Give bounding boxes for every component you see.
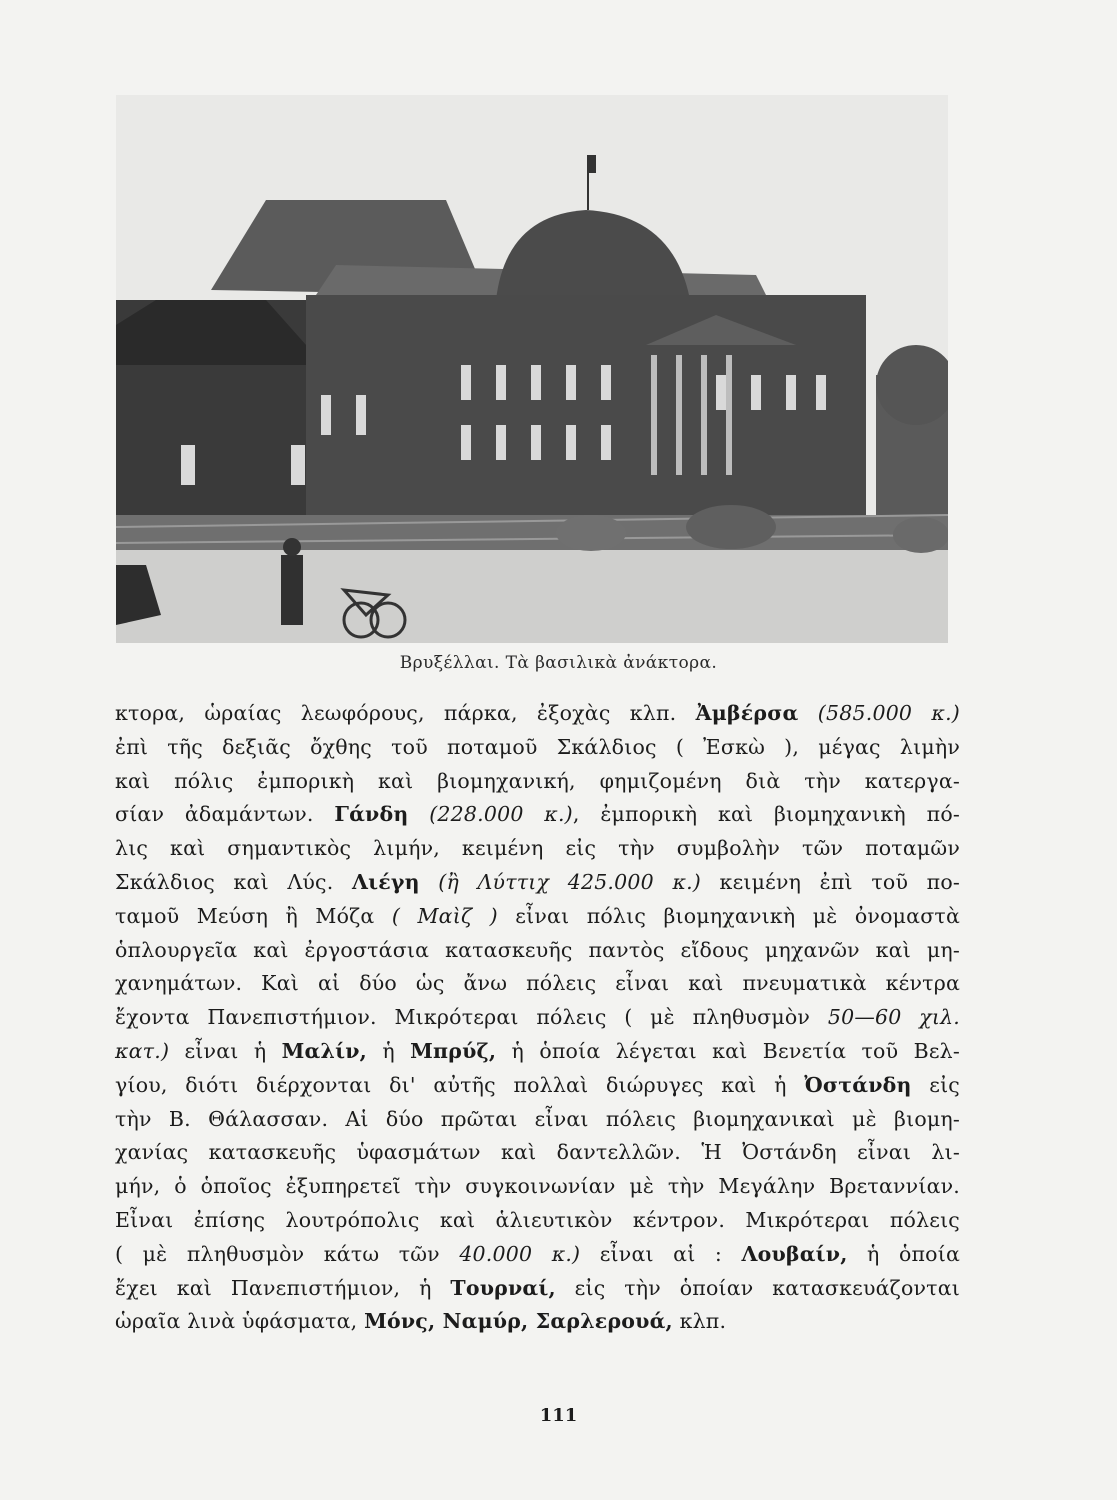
text-run: 40.000 κ.) (459, 1241, 581, 1266)
text-run: χανημάτων. Καὶ αἱ δύο ὡς ἄνω πόλεις εἶναι καὶ πνευματικὰ κέντρα (115, 971, 960, 996)
photo-caption: Βρυξέλλαι. Τὰ βασιλικὰ ἀνάκτορα. (399, 653, 718, 673)
place-name: Λουβαίν, (741, 1241, 848, 1266)
text-run: ταμοῦ Μεύση ἢ Μόζα (115, 903, 392, 928)
text-run: εἰς τὴν ὁποίαν κατασκευάζονται (555, 1275, 960, 1300)
place-name: Γάνδη (334, 802, 409, 827)
page-number: 111 (539, 1405, 578, 1426)
text-run: καὶ πόλις ἐμπορικὴ καὶ βιομηχανική, φημιζομένη διὰ τὴν κατεργα- (115, 768, 960, 793)
text-line (115, 832, 960, 866)
text-line (115, 1272, 960, 1306)
text-run: Σκάλδιος καὶ Λύς. (115, 869, 352, 894)
text-line (115, 1035, 960, 1069)
text-line (115, 1238, 960, 1272)
text-line (115, 967, 960, 1001)
place-name: Μπρύζ, (410, 1038, 497, 1063)
text-run: ἡ (366, 1038, 411, 1063)
text-run: ἡ ὁποία (847, 1241, 960, 1266)
text-run: ἔχοντα Πανεπιστήμιον. Μικρότεραι πόλεις ( μὲ πληθυσμὸν (115, 1005, 828, 1030)
text-run: 50—60 χιλ. (827, 1005, 960, 1030)
text-run: ὡραῖα λινὰ ὑφάσματα, (115, 1309, 365, 1334)
place-name: Μαλίν, (281, 1038, 367, 1063)
text-run: κλπ. (672, 1309, 727, 1334)
text-line (115, 798, 960, 832)
text-line (115, 1170, 960, 1204)
place-name: Λιέγη (352, 869, 420, 894)
text-line (115, 1103, 960, 1137)
text-line (115, 900, 960, 934)
text-run: εἶναι ἡ (169, 1038, 282, 1063)
text-run: μήν, ὁ ὁποῖος ἐξυπηρετεῖ τὴν συγκοινωνίαν μὲ τὴν Μεγάλην Βρεταννίαν. (115, 1174, 960, 1199)
place-name: Μόνς, Ναμύρ, Σαρλερουά, (364, 1309, 673, 1334)
text-line (115, 1305, 960, 1339)
text-run: κατ.) (115, 1038, 170, 1063)
text-run: ὁπλουργεῖα καὶ ἐργοστάσια κατασκευῆς παντὸς εἴδους μηχανῶν καὶ μη- (115, 937, 960, 962)
text-run: λις καὶ σημαντικὸς λιμήν, κειμένη εἰς τὴν συμβολὴν τῶν ποταμῶν (115, 836, 960, 861)
body-text (115, 697, 960, 1339)
text-run: εἰς (911, 1072, 960, 1097)
text-run: εἶναι αἱ : (580, 1241, 742, 1266)
text-run: τὴν Β. Θάλασσαν. Αἱ δύο πρῶται εἶναι πόλεις βιομηχανικαὶ μὲ βιομη- (115, 1106, 960, 1131)
place-name: Τουρναί, (450, 1275, 556, 1300)
text-line (115, 1136, 960, 1170)
text-run: ( μὲ πληθυσμὸν κάτω τῶν (115, 1241, 460, 1266)
text-line (115, 697, 960, 731)
text-run: ( Μαὶζ ) (391, 903, 498, 928)
place-name: Ὀστάνδη (804, 1072, 912, 1097)
text-line (115, 731, 960, 765)
text-run: εἶναι πόλις βιομηχανικὴ μὲ ὀνομαστὰ (497, 903, 960, 928)
text-run: (ἢ Λύττιχ 425.000 κ.) (419, 869, 701, 894)
royal-palace-image (116, 95, 948, 643)
text-run: (585.000 κ.) (798, 701, 960, 725)
text-run: ἐπὶ τῆς δεξιᾶς ὄχθης τοῦ ποταμοῦ Σκάλδιος ( Ἐσκὼ ), μέγας λιμὴν (115, 734, 960, 759)
text-run: κτορα, ὡραίας λεωφόρους, πάρκα, ἐξοχὰς κλπ. (115, 701, 696, 725)
text-line (115, 1204, 960, 1238)
text-run: γίου, διότι διέρχονται δι' αὐτῆς πολλαὶ διώρυγες καὶ ἡ (115, 1072, 805, 1097)
text-run: ἔχει καὶ Πανεπιστήμιον, ἡ (115, 1275, 451, 1300)
text-line (115, 765, 960, 799)
text-run: χανίας κατασκευῆς ὑφασμάτων καὶ δαντελλῶν. Ἡ Ὀστάνδη εἶναι λι- (115, 1140, 960, 1165)
text-line (115, 1001, 960, 1035)
text-run: ἡ ὁποία λέγεται καὶ Βενετία τοῦ Βελ- (496, 1038, 960, 1063)
text-run: σίαν ἀδαμάντων. (115, 802, 335, 827)
text-run: Εἶναι ἐπίσης λουτρόπολις καὶ ἁλιευτικὸν κέντρον. Μικρότεραι πόλεις (115, 1207, 960, 1232)
text-run: , ἐμπορικὴ καὶ βιομηχανικὴ πό- (572, 802, 960, 827)
place-name: Ἀμβέρσα (695, 701, 799, 725)
text-line (115, 934, 960, 968)
palace-photo (116, 95, 948, 643)
text-run: κειμένη ἐπὶ τοῦ πο- (701, 869, 961, 894)
text-line (115, 1069, 960, 1103)
text-run: (228.000 κ.) (408, 802, 573, 827)
text-line (115, 866, 960, 900)
